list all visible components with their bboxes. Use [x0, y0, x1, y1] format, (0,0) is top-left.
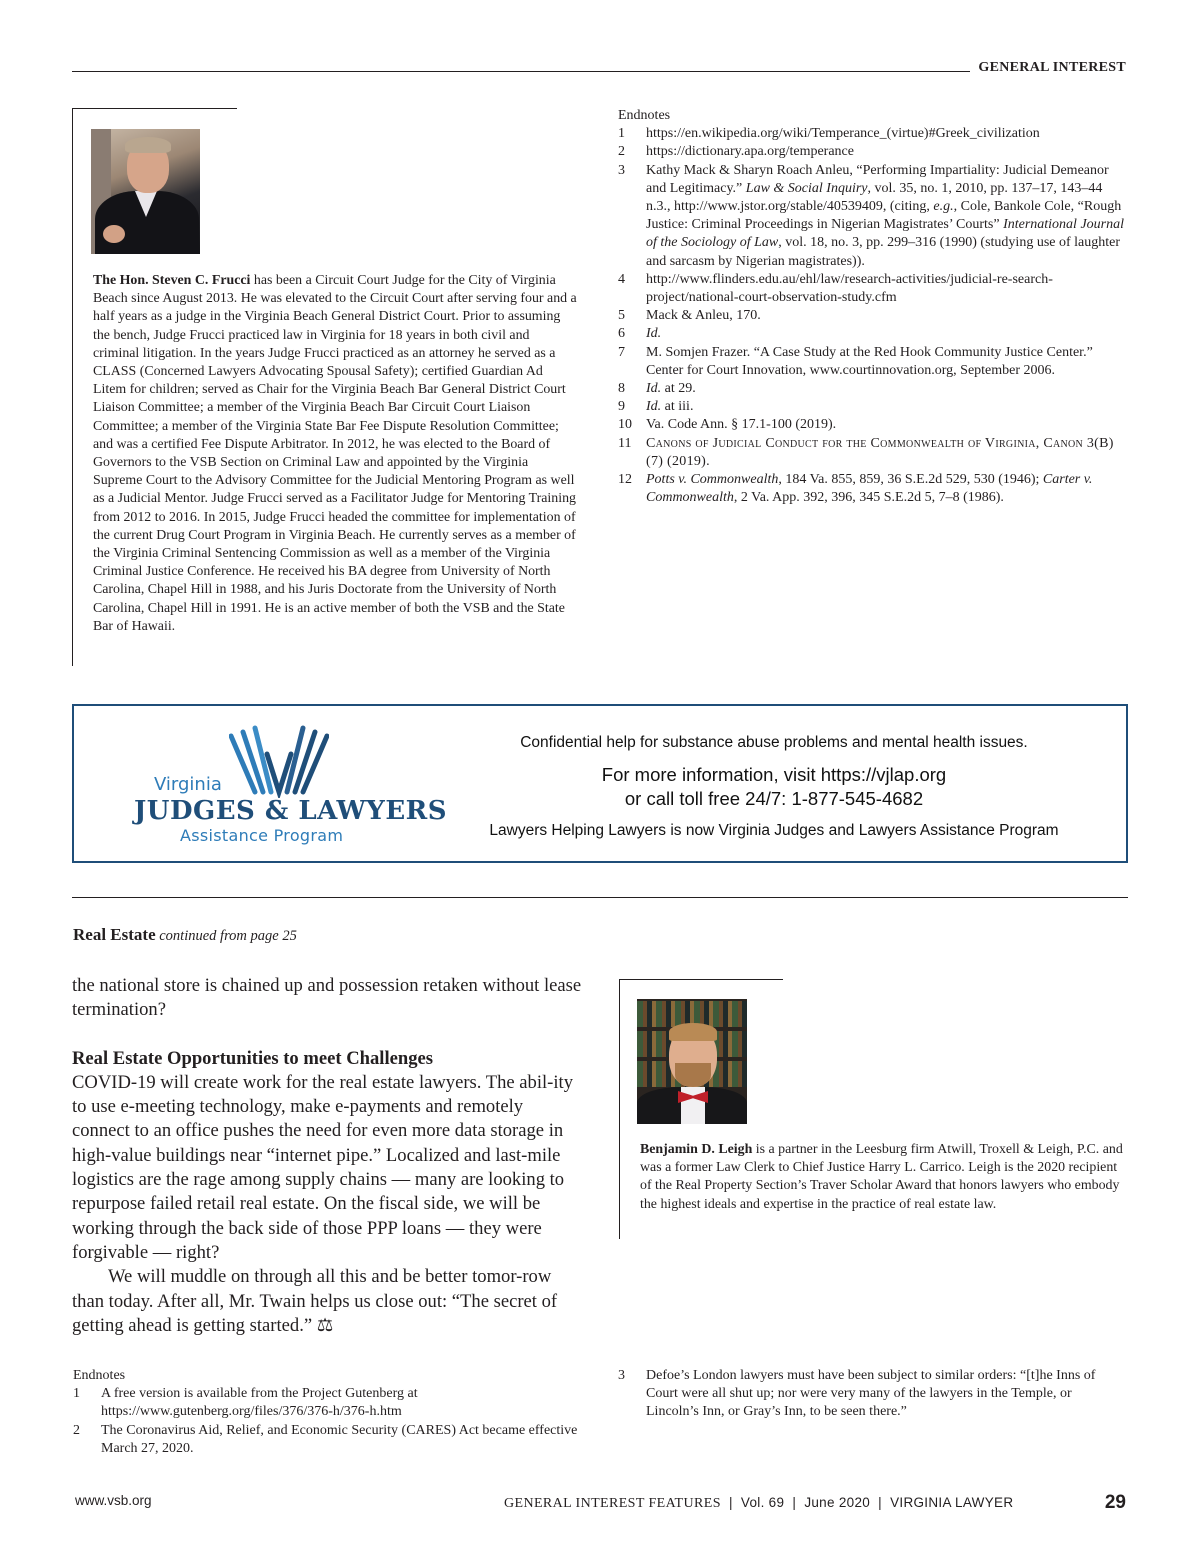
ad-tagline: Confidential help for substance abuse problems and mental health issues.	[520, 734, 1028, 751]
bio-box-left-rule	[72, 108, 73, 666]
footer-volume: Vol. 69	[740, 1495, 785, 1510]
endnote-item: 3 Kathy Mack & Sharyn Roach Anleu, “Performing Impartiality: Judicial Demeanor and Legitimacy.” Law & Social Inquiry, vol. 35, no. 1, 2010, pp. 137–17, 143–44 n.3., http://www.jstor.org/stable/40539409, (citing, e.g., Cole, Bankole Cole, “Rough Justice: Criminal Proceedings in Nigerian Magistrates’ Courts” International Journal of the Sociology of Law, vol. 18, no. 3, pp. 299–316 (1990) (studying use of laughter and sarcasm by Nigerian magistrates)).	[618, 162, 1124, 269]
endnote-item: 3 Defoe’s London lawyers must have been subject to similar orders: “[t]he Inns of Court were all shut up; nor were very many of the lawyers in the Temple, or Lincoln’s Inn, or Gray’s Inn, to be seen there.”	[618, 1368, 1096, 1420]
continued-note: continued from page 25	[155, 928, 297, 944]
page-number: 29	[1104, 1492, 1126, 1513]
logo-virginia: Virginia	[154, 774, 222, 795]
bio-box-top-rule	[72, 108, 237, 109]
logo-program: Assistance Program	[180, 826, 344, 845]
endnote-item: 1 A free version is available from the Project Gutenberg at https://www.gutenberg.org/files/376/376-h/376-h.htm	[73, 1386, 418, 1420]
article-paragraph: We will muddle on through all this and be better tomor-row than today. After all, Mr. Twain helps us close out: “The secret of getting ahead is getting started.” ⚖	[72, 1266, 558, 1336]
header-rule	[72, 71, 970, 72]
bio-body: has been a Circuit Court Judge for the City of Virginia Beach since August 2013. He was elevated to the Circuit Court after serving four and a half years as a judge in the Virginia Beach General District Court. Prior to assuming the bench, Judge Frucci practiced law in Virginia for 18 years in both civil and criminal litigation. In the years Judge Frucci practiced as an attorney he served as a CLASS (Concerned Lawyers Advocating Spousal Safety); certified Guardian Ad Litem for children; served as Chair for the Virginia Beach Bar General District Court Liaison Committee; a member of the Virginia Beach Bar Circuit Court Liaison Committee; a member of the Virginia State Bar Fee Dispute Resolution Committee; and was a certified Fee Dispute Arbitrator. In 2012, he was elected to the Board of Governors to the VSB Section on Criminal Law and appointed by the Virginia Supreme Court to the Advisory Committee for the Judicial Mentoring Program as well as a Judicial Mentor. Judge Frucci served as a Facilitator Judge for Mentoring Training from 2012 to 2016. In 2015, Judge Frucci headed the committee for implementation of the current Drug Court Program in Virginia Beach. He currently serves as a member of the Virginia Criminal Sentencing Commission as well as a member of the Virginia Criminal Justice Conference. He received his BA degree from University of North Carolina, Chapel Hill in 1988, and his Juris Doctorate from the University of North Carolina, Chapel Hill in 1991. He is an active member of both the VSB and the State Bar of Hawaii.	[93, 273, 577, 634]
endnote-item: 7 M. Somjen Frazer. “A Case Study at the Red Hook Community Justice Center.” Center for Court Innovation, www.courtinnovation.org, September 2006.	[618, 344, 1093, 378]
endnote-item: 9 Id. at iii.	[618, 399, 694, 415]
bio-body: is a partner in the Leesburg firm Atwill, Troxell & Leigh, P.C. and was a former Law Clerk to Chief Justice Harry L. Carrico. Leigh is the 2020 recipient of the Real Property Section’s Traver Scholar Award that honors lawyers who embody the highest ideals and expertise in the practice of real estate law.	[640, 1142, 1123, 1212]
article-subhead: Real Estate Opportunities to meet Challenges	[72, 1047, 433, 1069]
endnote-item: 2 The Coronavirus Aid, Relief, and Economic Security (CARES) Act became effective March 27, 2020.	[73, 1422, 578, 1456]
bio-name: Benjamin D. Leigh	[640, 1142, 753, 1157]
endnote-item: 4 http://www.flinders.edu.au/ehl/law/research-activities/judicial-re-search-project/national-court-observation-study.cfm	[618, 271, 1053, 306]
endnotes-heading: Endnotes	[618, 108, 671, 123]
vjlap-advertisement	[72, 704, 1128, 863]
bio-text-leigh	[640, 1141, 1128, 1214]
logo-judges-lawyers: JUDGES & LAWYERS	[134, 796, 448, 826]
footer-publication: VIRGINIA LAWYER	[890, 1495, 1014, 1510]
endnotes-top	[618, 107, 1130, 507]
endnote-item: 6 Id.	[618, 326, 662, 342]
vjlap-logo	[134, 720, 448, 850]
continued-heading	[73, 925, 297, 945]
endnotes-bottom-right	[618, 1367, 1108, 1422]
article-body	[72, 974, 584, 1338]
endnotes-heading: Endnotes	[73, 1368, 126, 1383]
footer-section: GENERAL INTEREST FEATURES	[504, 1496, 721, 1511]
footer-date: June 2020	[804, 1495, 871, 1510]
article-paragraph: the national store is chained up and possession retaken without lease termination?	[72, 975, 582, 1021]
bio-text-frucci	[93, 272, 579, 636]
bio-box-left-rule	[619, 979, 620, 1239]
continued-title: Real Estate	[73, 925, 156, 944]
article-paragraph: COVID-19 will create work for the real estate lawyers. The abil-ity to use e-meeting technology, make e-payments and remotely connect to an office pushes the need for even more data storage in high-value buildings near “internet pipe.” Localized and last-mile logistics are the rage among supply chains — many are looking to repurpose failed retail real estate. On the fiscal side, we will be working through the back side of those PPP loans — they were forgivable — right?	[72, 1071, 573, 1263]
endnote-item: 11 Canons of Judicial Conduct for the Commonwealth of Virginia, Canon 3(B)(7) (2019).	[618, 435, 1114, 469]
author-bio-leigh	[619, 979, 1131, 1239]
author-photo-leigh	[637, 999, 747, 1124]
ad-website: For more information, visit https://vjlap.org	[601, 764, 947, 785]
endnote-item: 12 Potts v. Commonwealth, 184 Va. 855, 859, 36 S.E.2d 529, 530 (1946); Carter v. Commonwealth, 2 Va. App. 392, 396, 345 S.E.2d 5, 7–8 (1986).	[618, 472, 1093, 506]
endnote-item: 10 Va. Code Ann. § 17.1-100 (2019).	[618, 417, 837, 433]
logo-mark-icon	[229, 720, 329, 798]
endnote-item: 5 Mack & Anleu, 170.	[618, 308, 761, 324]
footer-running-title: GENERAL INTEREST FEATURES | Vol. 69 | June 2020 | VIRGINIA LAWYER	[504, 1495, 1014, 1511]
endnote-item: 2 https://dictionary.apa.org/temperance	[618, 144, 854, 160]
bio-name: The Hon. Steven C. Frucci	[93, 273, 251, 288]
footer-url: www.vsb.org	[75, 1493, 152, 1508]
endnotes-bottom-left	[73, 1367, 583, 1458]
ad-footnote: Lawyers Helping Lawyers is now Virginia Judges and Lawyers Assistance Program	[489, 822, 1059, 839]
endnote-item: 1 https://en.wikipedia.org/wiki/Temperance_(virtue)#Greek_civilization	[618, 126, 1040, 142]
author-bio-frucci	[72, 108, 582, 666]
section-label: GENERAL INTEREST	[978, 60, 1126, 75]
scales-end-icon: ⚖	[316, 1314, 334, 1336]
endnote-item: 8 Id. at 29.	[618, 381, 696, 397]
ad-text	[474, 706, 1074, 861]
bio-box-top-rule	[619, 979, 783, 980]
section-divider	[72, 897, 1128, 898]
author-photo-frucci	[91, 129, 200, 254]
ad-phone: or call toll free 24/7: 1-877-545-4682	[624, 788, 924, 809]
